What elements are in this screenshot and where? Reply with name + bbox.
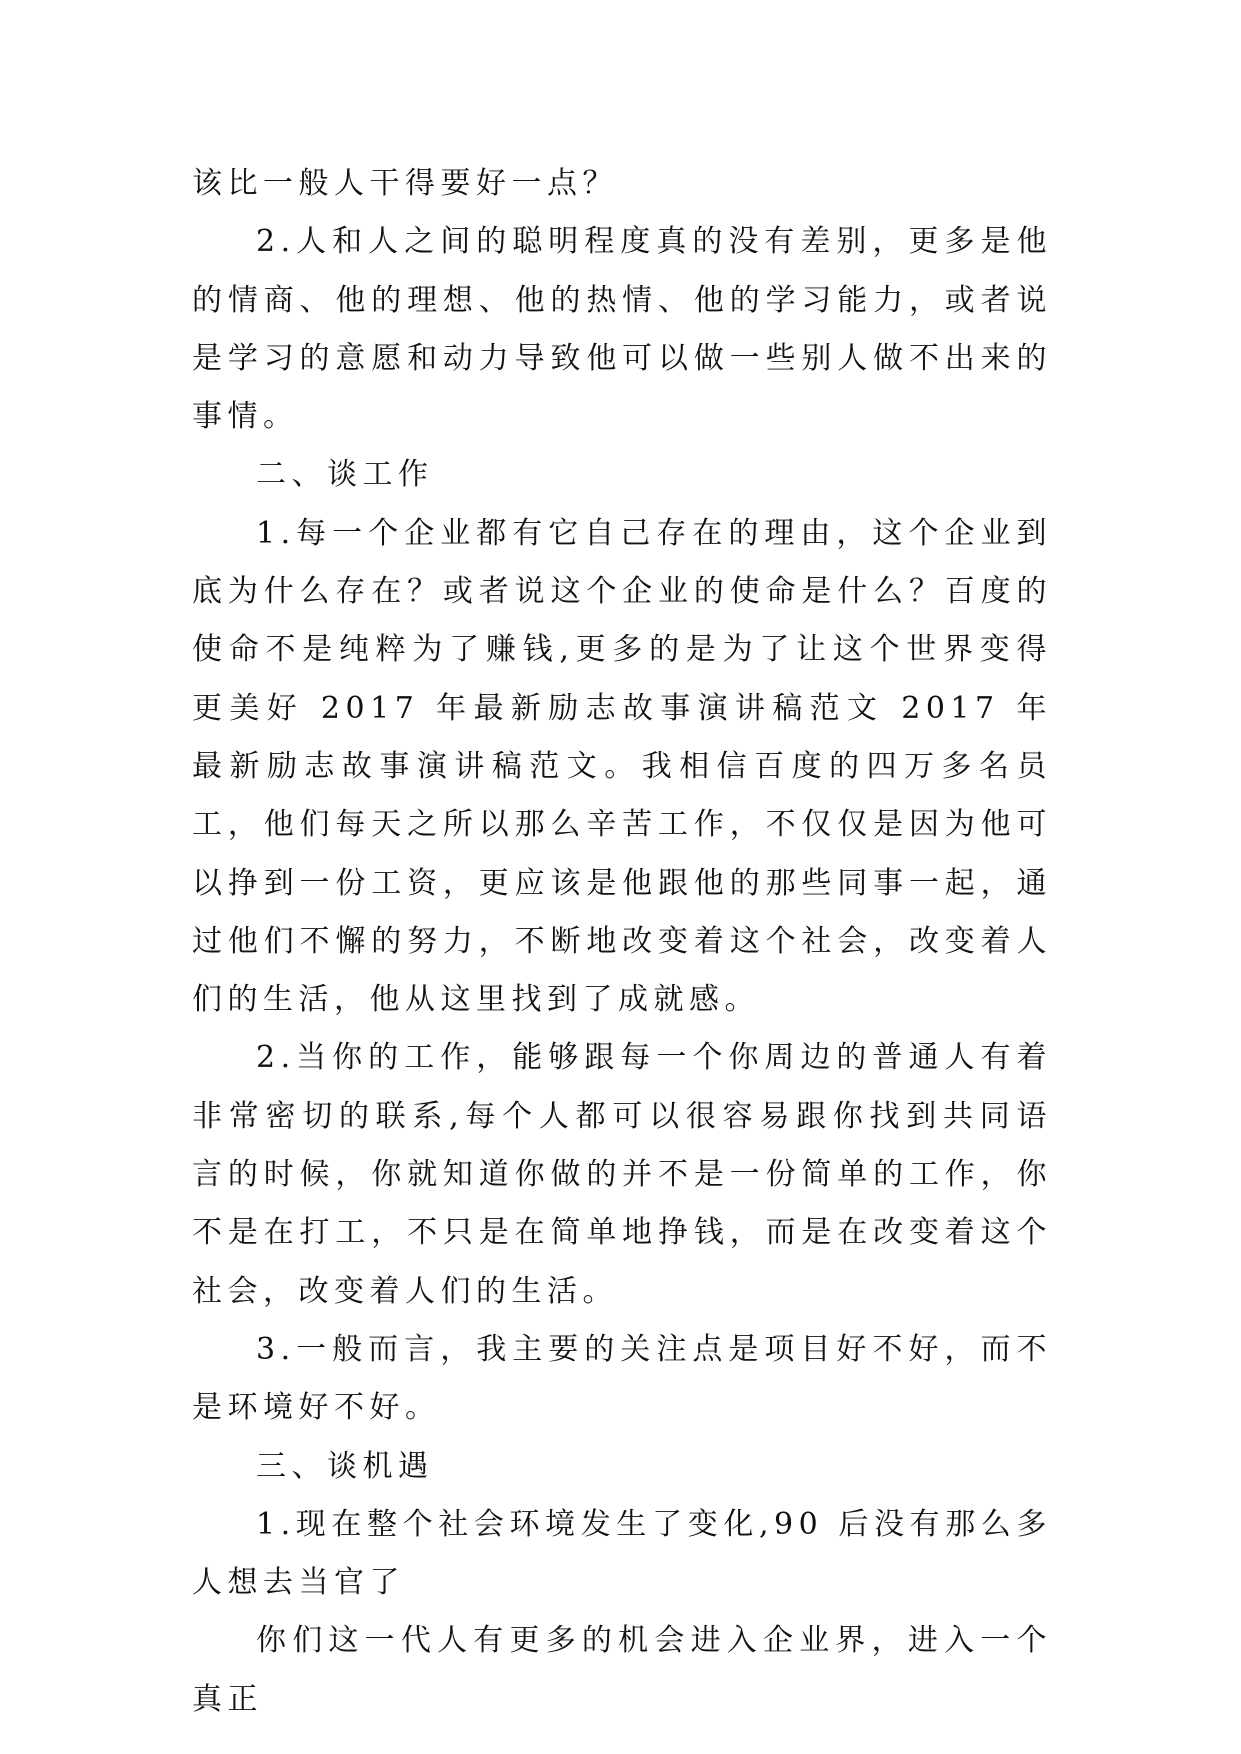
section-heading-opportunity: 三、谈机遇 [256,1448,434,1484]
paragraph-work-point-1: 1.每一个企业都有它自己存在的理由，这个企业到底为什么存在？或者说这个企业的使命是什么？百度的使命不是纯粹为了赚钱,更多的是为了让这个世界变得更美好 2017 年最新励志故事演讲稿范文 2017 年最新励志故事演讲稿范文。我相信百度的四万多名员工，他们每天之所以那么辛苦工作，不仅仅是因为他可以挣到一份工资，更应该是他跟他的那些同事一起，通过他们不懈的努力，不断地改变着这个社会，改变着人们的生活，他从这里找到了成就感。 [192,515,1052,1018]
paragraph-opportunity-point-1: 1.现在整个社会环境发生了变化,90 后没有那么多人想去当官了 [192,1506,1052,1601]
paragraph-work-point-2: 2.当你的工作，能够跟每一个你周边的普通人有着非常密切的联系,每个人都可以很容易跟你找到共同语言的时候，你就知道你做的并不是一份简单的工作，你不是在打工，不只是在简单地挣钱，而是在改变着这个社会，改变着人们的生活。 [192,1040,1052,1309]
paragraph-opportunity-continuation: 你们这一代人有更多的机会进入企业界，进入一个真正 [192,1623,1052,1717]
body-text [192,155,1052,1729]
paragraph-point-2-intelligence: 2.人和人之间的聪明程度真的没有差别，更多是他的情商、他的理想、他的热情、他的学习能力，或者说是学习的意愿和动力导致他可以做一些别人做不出来的事情。 [192,224,1052,435]
section-heading-work: 二、谈工作 [256,457,434,493]
paragraph-continuation: 该比一般人干得要好一点？ [192,166,618,201]
paragraph-work-point-3: 3.一般而言，我主要的关注点是项目好不好，而不是环境好不好。 [192,1331,1052,1426]
